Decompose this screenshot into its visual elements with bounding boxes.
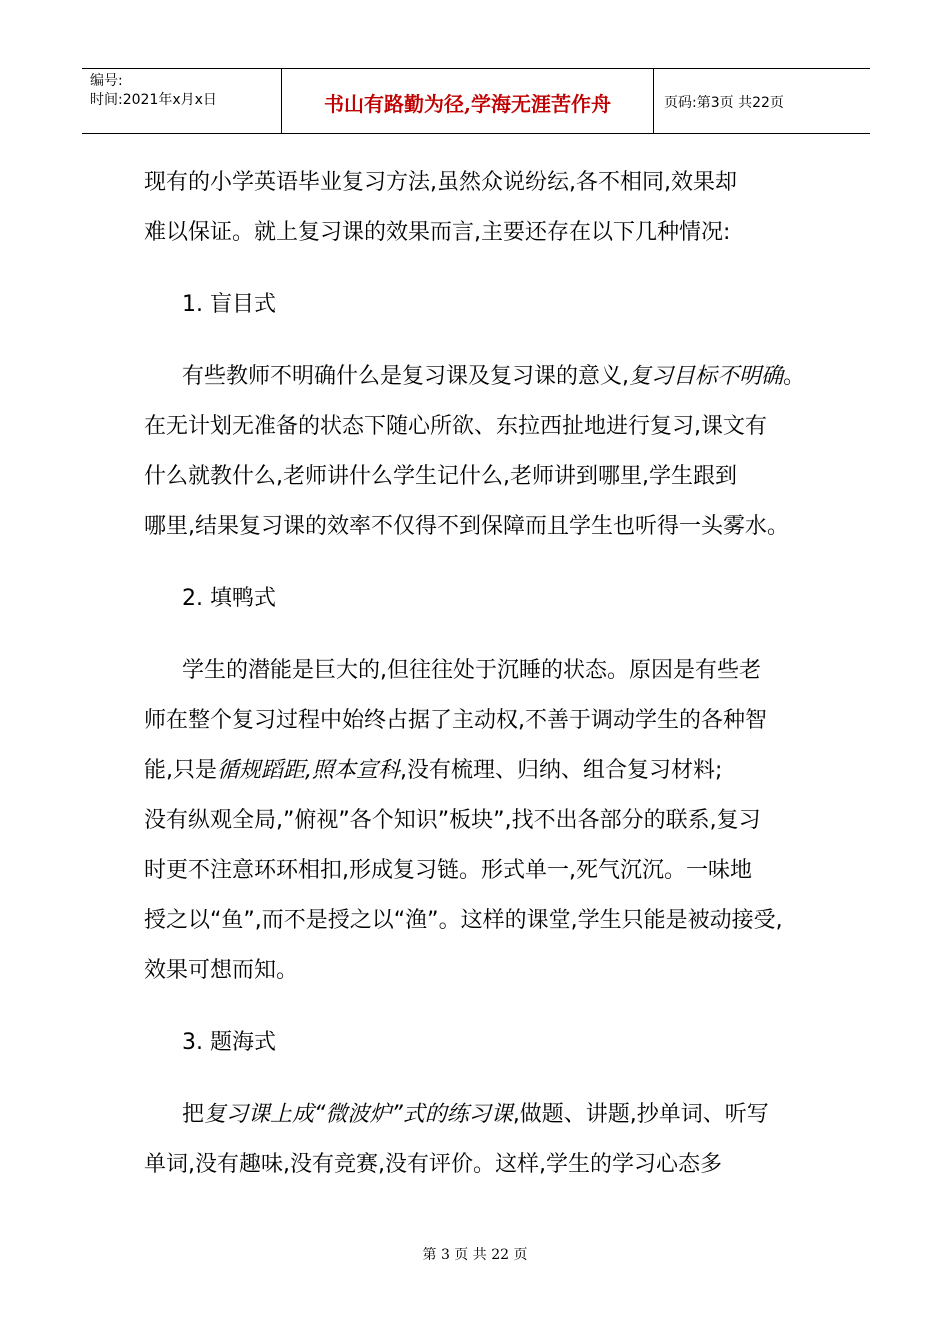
section-3-line [144, 1090, 810, 1140]
text-run: 把 [182, 1102, 205, 1127]
header-motto: 书山有路勤为径,学海无涯苦作舟 [324, 92, 611, 116]
header-middle-cell [282, 69, 654, 133]
text-run: 能,只是 [144, 758, 217, 783]
section-1-line [144, 352, 810, 402]
emphasis-text: 循规蹈距,照本宣科 [217, 758, 400, 783]
header-left-cell [82, 69, 282, 133]
section-2-line [144, 746, 810, 796]
section-1-line: 什么就教什么,老师讲什么学生记什么,老师讲到哪里,学生跟到 [144, 464, 737, 489]
text-run: ,没有梳理、归纳、组合复习材料; [400, 758, 723, 783]
text-run: ,做题、讲题,抄单词、听写 [512, 1102, 769, 1127]
section-1-line: 哪里,结果复习课的效率不仅得不到保障而且学生也听得一头雾水。 [144, 514, 789, 539]
section-2-line: 学生的潜能是巨大的,但往往处于沉睡的状态。原因是有些老 [182, 658, 761, 683]
section-2-line: 时更不注意环环相扣,形成复习链。形式单一,死气沉沉。一味地 [144, 858, 752, 883]
document-body [144, 158, 810, 1190]
section-1-title: 1. 盲目式 [182, 292, 276, 317]
page-footer: 第 3 页 共 22 页 [422, 1247, 528, 1263]
text-run: 有些教师不明确什么是复习课及复习课的意义, [182, 364, 629, 389]
section-1-line: 在无计划无准备的状态下随心所欲、东拉西扯地进行复习,课文有 [144, 414, 767, 439]
document-time-label: 时间:2021年x月x日 [90, 92, 217, 108]
section-2-line: 效果可想而知。 [144, 958, 299, 983]
intro-line: 难以保证。就上复习课的效果而言,主要还存在以下几种情况: [144, 220, 731, 245]
section-2-line: 授之以“鱼”,而不是授之以“渔”。这样的课堂,学生只能是被动接受, [144, 908, 783, 933]
page-header [82, 68, 870, 134]
section-2-line: 师在整个复习过程中始终占据了主动权,不善于调动学生的各种智 [144, 708, 767, 733]
header-right-cell [654, 69, 870, 133]
section-3-title: 3. 题海式 [182, 1030, 276, 1055]
emphasis-text: 复习目标不明确 [629, 364, 784, 389]
section-2-title: 2. 填鸭式 [182, 586, 276, 611]
emphasis-text: 复习课上成“微波炉”式的练习课 [204, 1102, 513, 1127]
text-run: 。 [783, 364, 806, 389]
intro-line: 现有的小学英语毕业复习方法,虽然众说纷纭,各不相同,效果却 [144, 170, 737, 195]
section-2-line: 没有纵观全局,”俯视”各个知识”板块”,找不出各部分的联系,复习 [144, 808, 761, 833]
document-number-label: 编号: [90, 73, 123, 89]
header-page-info: 页码:第3页 共22页 [664, 95, 784, 111]
section-3-line: 单词,没有趣味,没有竞赛,没有评价。这样,学生的学习心态多 [144, 1152, 722, 1177]
